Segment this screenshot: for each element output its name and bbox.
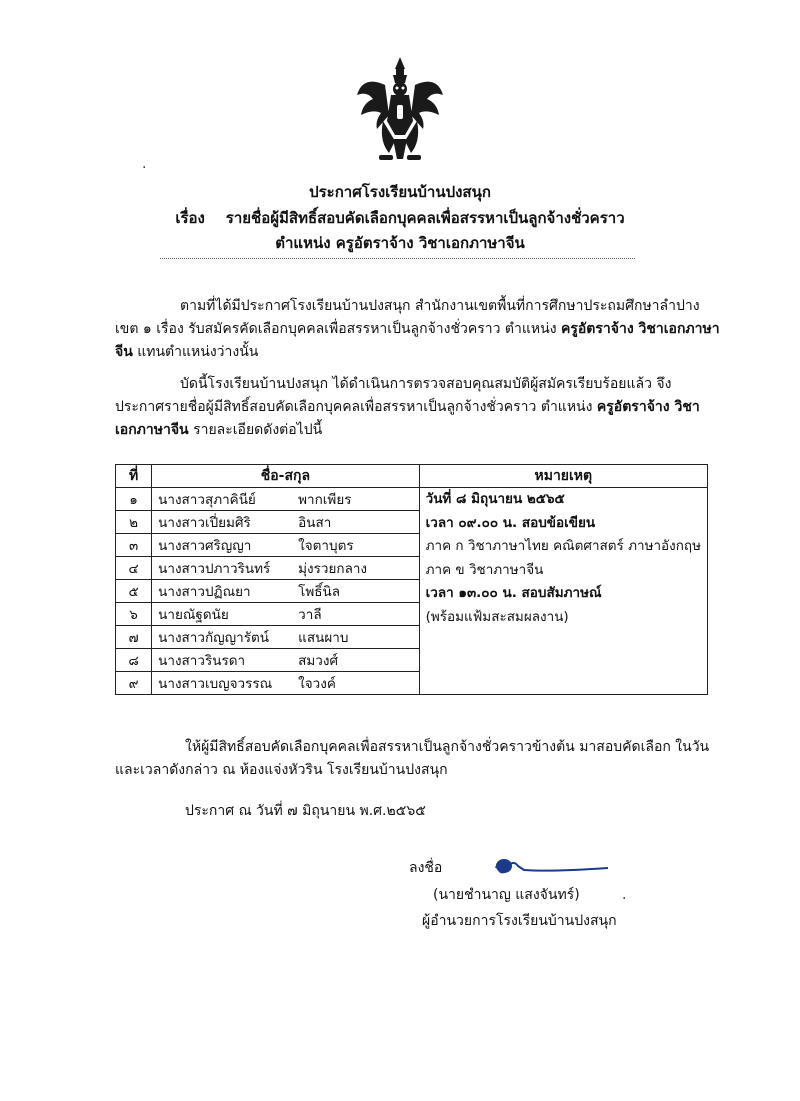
- header-divider: [160, 258, 635, 259]
- candidate-last-name: โพธิ์นิล: [298, 584, 341, 600]
- paragraph-3: ให้ผู้มีสิทธิ์สอบคัดเลือกบุคคลเพื่อสรรหาเป็นลูกจ้างชั่วคราวข้างต้น มาสอบคัดเลือก ในวัน และเวลาดังกล่าว ณ ห้องแจ่งหัวริน โรงเรียนบ้านปงสนุก: [115, 739, 710, 778]
- candidate-name: [152, 649, 419, 672]
- signature-label: ลงชื่อ: [409, 860, 443, 876]
- candidate-name: [152, 580, 419, 603]
- paragraph-2-text: บัดนี้โรงเรียนบ้านปงสนุก ได้ดำเนินการตรวจสอบคุณสมบัติผู้สมัครเรียบร้อยแล้ว จึงประกาศรายชื่อผู้มีสิทธิ์สอบคัดเลือกบุคคลเพื่อสรรหาเป็นลูกจ้างชั่วคราว ตำแหน่ง: [115, 376, 672, 415]
- row-number: ๖: [116, 603, 152, 626]
- doc-title: ประกาศโรงเรียนบ้านปงสนุก: [309, 183, 491, 201]
- candidate-name: [152, 511, 419, 534]
- row-number: ๑: [116, 488, 152, 511]
- candidate-last-name: มุ่งรวยกลาง: [298, 561, 368, 577]
- candidate-first-name: นางสาวศริญญา: [158, 538, 252, 554]
- row-number: ๗: [116, 626, 152, 649]
- exam-schedule-note: [419, 488, 707, 695]
- candidate-first-name: นางสาวปภาวรินทร์: [158, 561, 271, 577]
- candidate-last-name: แสนผาบ: [298, 630, 349, 646]
- row-number: ๘: [116, 649, 152, 672]
- candidate-name: [152, 603, 419, 626]
- candidate-name: [152, 557, 419, 580]
- row-number: ๒: [116, 511, 152, 534]
- subject-text: รายชื่อผู้มีสิทธิ์สอบคัดเลือกบุคคลเพื่อสรรหาเป็นลูกจ้างชั่วคราว: [225, 209, 625, 227]
- candidate-last-name: ใจตาบุตร: [298, 538, 354, 554]
- header-note: หมายเหตุ: [419, 465, 707, 488]
- candidate-first-name: นางสาวรินรดา: [158, 653, 246, 669]
- candidate-first-name: นางสาวเปี่ยมศิริ: [158, 515, 251, 531]
- candidate-name: [152, 672, 419, 695]
- signature-mark: [490, 852, 610, 882]
- doc-position: ตำแหน่ง ครูอัตราจ้าง วิชาเอกภาษาจีน: [275, 234, 525, 252]
- candidate-last-name: วาลี: [298, 607, 322, 623]
- doc-subject: [0, 206, 800, 230]
- table-header-row: [116, 465, 708, 488]
- candidate-last-name: พากเพียร: [298, 492, 352, 508]
- announcement-date: ประกาศ ณ วันที่ ๗ มิถุนายน พ.ศ.๒๕๖๕: [185, 803, 426, 819]
- candidate-first-name: นายณัฐดนัย: [158, 607, 229, 623]
- candidate-last-name: ใจวงค์: [298, 676, 336, 692]
- candidate-first-name: นางสาวเบญจวรรณ: [158, 676, 273, 692]
- paragraph-2: [115, 373, 720, 442]
- subject-label: เรื่อง: [175, 209, 205, 227]
- paragraph-1: [115, 295, 720, 364]
- paragraph-2-tail: รายละเอียดดังต่อไปนี้: [188, 422, 323, 438]
- candidate-first-name: นางสาวสุภาคินีย์: [158, 492, 256, 508]
- row-number: ๕: [116, 580, 152, 603]
- candidate-last-name: อินสา: [298, 515, 332, 531]
- paragraph-1-tail: แทนตำแหน่งว่างนั้น: [132, 344, 259, 360]
- header-no: ที่: [116, 465, 152, 488]
- candidate-name: [152, 534, 419, 557]
- candidate-last-name: สมวงศ์: [298, 653, 339, 669]
- note-line: วันที่ ๘ มิถุนายน ๒๕๖๕: [425, 491, 565, 507]
- garuda-emblem-icon: [355, 55, 445, 165]
- candidate-name: [152, 626, 419, 649]
- note-line: (พร้อมแฟ้มสะสมผลงาน): [425, 608, 569, 625]
- candidate-first-name: นางสาวกัญญารัตน์: [158, 630, 269, 646]
- row-number: ๙: [116, 672, 152, 695]
- table-row: [116, 488, 708, 511]
- stray-mark: .: [142, 156, 147, 172]
- stray-mark: .: [622, 887, 627, 903]
- row-number: ๓: [116, 534, 152, 557]
- note-line: เวลา ๐๙.๐๐ น. สอบข้อเขียน: [425, 514, 596, 531]
- note-line: เวลา ๑๓.๐๐ น. สอบสัมภาษณ์: [425, 585, 602, 601]
- header-name: ชื่อ-สกุล: [152, 465, 419, 488]
- candidate-name: [152, 488, 419, 511]
- paragraph-2-bold: ครูอัตราจ้าง วิชาเอกภาษาจีน: [115, 399, 700, 438]
- candidate-table: [115, 464, 708, 695]
- row-number: ๔: [116, 557, 152, 580]
- signer-name: (นายชำนาญ แสงจันทร์): [433, 887, 580, 903]
- paragraph-1-text: ตามที่ได้มีประกาศโรงเรียนบ้านปงสนุก สำนักงานเขตพื้นที่การศึกษาประถมศึกษาลำปาง เขต ๑ เรื่อง รับสมัครคัดเลือกบุคคลเพื่อสรรหาเป็นลูกจ้างชั่วคราว ตำแหน่ง: [115, 298, 700, 337]
- paragraph-1-bold: ครูอัตราจ้าง วิชาเอกภาษาจีน: [115, 321, 720, 360]
- signer-position: ผู้อำนวยการโรงเรียนบ้านปงสนุก: [422, 913, 617, 929]
- note-line: ภาค ก วิชาภาษาไทย คณิตศาสตร์ ภาษาอังกฤษ: [425, 538, 701, 554]
- note-line: ภาค ข วิชาภาษาจีน: [425, 561, 544, 578]
- candidate-first-name: นางสาวปฏิณยา: [158, 584, 251, 600]
